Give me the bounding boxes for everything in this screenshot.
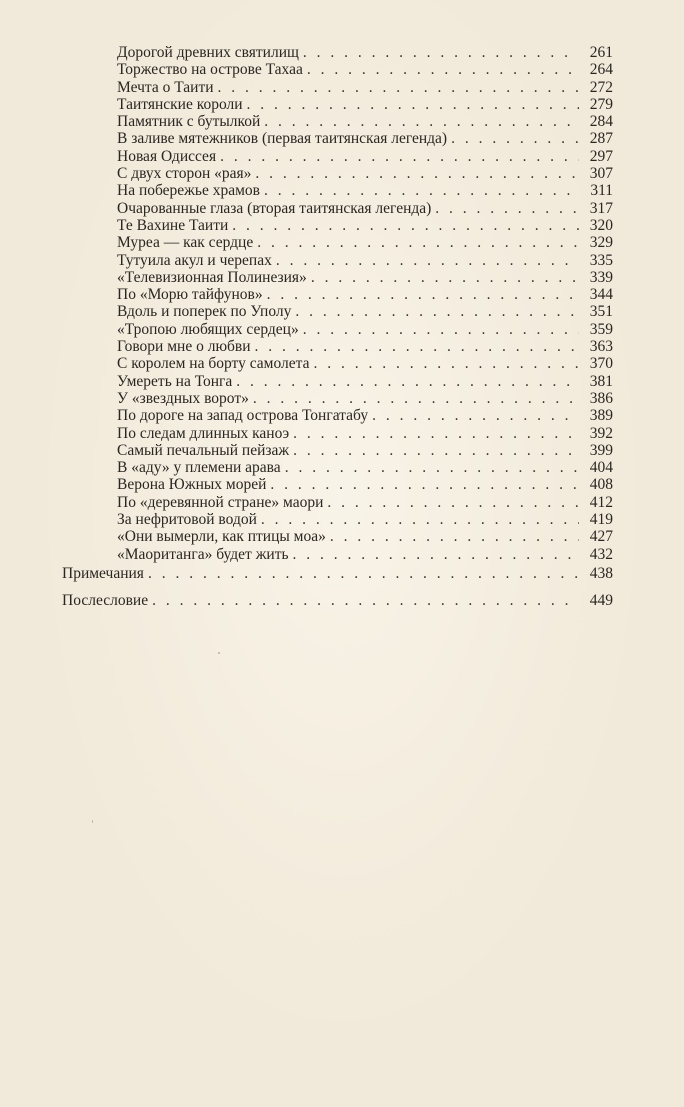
toc-entry-page: 363 bbox=[589, 338, 613, 356]
toc-entry-title: По «деревянной стране» маори bbox=[117, 493, 324, 511]
toc-leader-dots bbox=[303, 44, 579, 61]
toc-entry-page: 408 bbox=[589, 476, 613, 494]
toc-entry-page: 381 bbox=[589, 372, 613, 390]
toc-entry-title: «Они вымерли, как птицы моа» bbox=[117, 528, 326, 546]
toc-leader-dots bbox=[220, 148, 579, 165]
toc-leader-dots bbox=[218, 79, 579, 96]
toc-entry-title: Те Вахине Таити bbox=[117, 216, 229, 234]
toc-entry-title: У «звездных ворот» bbox=[117, 389, 249, 407]
toc-entry-page: 272 bbox=[589, 78, 613, 96]
toc-leader-dots bbox=[152, 592, 579, 609]
toc-entry bbox=[117, 269, 613, 286]
toc-entry bbox=[117, 528, 613, 545]
toc-entry-page: 279 bbox=[589, 95, 613, 113]
toc-entry bbox=[117, 182, 613, 199]
toc-entry-title: «Маоританга» будет жить bbox=[117, 545, 289, 563]
toc-entry-title: Вдоль и поперек по Уполу bbox=[117, 303, 292, 321]
toc-leader-dots bbox=[236, 373, 579, 390]
toc-entry bbox=[117, 546, 613, 563]
toc-entry bbox=[117, 303, 613, 320]
toc-leader-dots bbox=[307, 61, 579, 78]
toc-entry-title: Тутуила акул и черепах bbox=[117, 251, 272, 269]
toc-entry-title: За нефритовой водой bbox=[117, 511, 257, 529]
toc-entry bbox=[117, 79, 613, 96]
toc-entry-page: 307 bbox=[589, 165, 613, 183]
toc-entry-title: Дорогой древних святилищ bbox=[117, 44, 299, 61]
toc-leader-dots bbox=[435, 200, 579, 217]
toc-entry-page: 392 bbox=[589, 424, 613, 442]
toc-entry-afterword bbox=[62, 592, 613, 609]
toc-leader-dots bbox=[264, 182, 579, 199]
toc-leader-dots bbox=[293, 442, 579, 459]
toc-leader-dots bbox=[270, 476, 579, 493]
toc-leader-dots bbox=[330, 528, 579, 545]
toc-entry-page: 297 bbox=[589, 147, 613, 165]
toc-leader-dots bbox=[253, 390, 579, 407]
toc-entry bbox=[117, 321, 613, 338]
toc-entry bbox=[117, 373, 613, 390]
toc-entry-page: 386 bbox=[589, 389, 613, 407]
toc-entry-title: Говори мне о любви bbox=[117, 338, 251, 356]
toc-leader-dots bbox=[285, 459, 579, 476]
toc-leader-dots bbox=[232, 217, 579, 234]
toc-entry-title: Очарованные глаза (вторая таитянская легенда) bbox=[117, 199, 432, 217]
toc-entry-page: 264 bbox=[589, 61, 613, 79]
toc-entry bbox=[117, 511, 613, 528]
toc-leader-dots bbox=[264, 113, 579, 130]
toc-entry bbox=[117, 355, 613, 372]
toc-leader-dots bbox=[372, 407, 579, 424]
toc-entry bbox=[117, 425, 613, 442]
paper-speck bbox=[218, 652, 220, 654]
toc-entry-page: 359 bbox=[589, 320, 613, 338]
toc-entry-page: 399 bbox=[589, 441, 613, 459]
toc-entry bbox=[117, 217, 613, 234]
toc-entry-title: В заливе мятежников (первая таитянская легенда) bbox=[117, 130, 448, 148]
toc-leader-dots bbox=[295, 303, 579, 320]
toc-entry-title: Памятник с бутылкой bbox=[117, 113, 261, 131]
toc-entry bbox=[117, 459, 613, 476]
toc-entry-title: Муреа — как сердце bbox=[117, 234, 254, 252]
toc-entry-title: Послесловие bbox=[62, 592, 149, 609]
toc-entry-page: 317 bbox=[589, 199, 613, 217]
toc-entry-title: С двух сторон «рая» bbox=[117, 165, 252, 183]
toc-entry bbox=[117, 338, 613, 355]
table-of-contents bbox=[117, 44, 613, 563]
toc-entry-page: 287 bbox=[589, 130, 613, 148]
toc-leader-dots bbox=[451, 130, 579, 147]
toc-leader-dots bbox=[255, 165, 579, 182]
toc-entry bbox=[117, 407, 613, 424]
toc-entry bbox=[117, 494, 613, 511]
toc-leader-dots bbox=[267, 286, 579, 303]
toc-entry-title: В «аду» у племени арава bbox=[117, 459, 281, 477]
toc-entry bbox=[117, 61, 613, 78]
toc-entry-page: 320 bbox=[589, 216, 613, 234]
toc-entry-page: 404 bbox=[589, 459, 613, 477]
toc-entry-title: Самый печальный пейзаж bbox=[117, 441, 290, 459]
toc-entry-notes bbox=[62, 565, 613, 582]
toc-entry-title: Примечания bbox=[62, 565, 144, 582]
toc-entry-page: 335 bbox=[589, 251, 613, 269]
toc-entry-page: 419 bbox=[589, 511, 613, 529]
toc-entry-title: Верона Южных морей bbox=[117, 476, 267, 494]
toc-entry bbox=[117, 96, 613, 113]
toc-leader-dots bbox=[261, 511, 579, 528]
toc-entry-page: 370 bbox=[589, 355, 613, 373]
toc-entry bbox=[117, 442, 613, 459]
toc-entry bbox=[117, 234, 613, 251]
toc-entry bbox=[117, 148, 613, 165]
toc-entry bbox=[117, 286, 613, 303]
toc-entry-title: По дороге на запад острова Тонгатабу bbox=[117, 407, 369, 425]
toc-entry-page: 329 bbox=[589, 234, 613, 252]
toc-entry-title: По следам длинных каноэ bbox=[117, 424, 290, 442]
toc-entry-page: 344 bbox=[589, 286, 613, 304]
toc-entry-page: 432 bbox=[589, 545, 613, 563]
toc-entry bbox=[117, 200, 613, 217]
toc-entry-page: 438 bbox=[589, 565, 613, 582]
toc-leader-dots bbox=[311, 269, 579, 286]
toc-entry-page: 351 bbox=[589, 303, 613, 321]
toc-entry-page: 284 bbox=[589, 113, 613, 131]
toc-entry-title: Умереть на Тонга bbox=[117, 372, 233, 390]
toc-entry bbox=[117, 165, 613, 182]
toc-entry-page: 449 bbox=[589, 592, 613, 609]
toc-entry-title: Мечта о Таити bbox=[117, 78, 214, 96]
toc-entry-page: 427 bbox=[589, 528, 613, 546]
toc-entry-page: 261 bbox=[589, 44, 613, 61]
toc-entry-page: 339 bbox=[589, 268, 613, 286]
toc-entry-title: С королем на борту самолета bbox=[117, 355, 310, 373]
toc-leader-dots bbox=[257, 234, 579, 251]
toc-entry-page: 389 bbox=[589, 407, 613, 425]
toc-entry-title: «Тропою любящих сердец» bbox=[117, 320, 299, 338]
toc-leader-dots bbox=[148, 565, 579, 582]
toc-entry-title: По «Морю тайфунов» bbox=[117, 286, 263, 304]
toc-entry bbox=[117, 476, 613, 493]
toc-leader-dots bbox=[255, 338, 579, 355]
toc-leader-dots bbox=[293, 546, 579, 563]
toc-entry bbox=[117, 44, 613, 61]
toc-leader-dots bbox=[293, 425, 579, 442]
toc-entry bbox=[117, 252, 613, 269]
toc-entry bbox=[117, 390, 613, 407]
toc-entry-page: 311 bbox=[590, 182, 613, 200]
toc-leader-dots bbox=[327, 494, 579, 511]
toc-entry bbox=[117, 130, 613, 147]
toc-entry-title: Новая Одиссея bbox=[117, 147, 217, 165]
toc-entry-title: «Телевизионная Полинезия» bbox=[117, 268, 307, 286]
toc-leader-dots bbox=[303, 321, 579, 338]
toc-leader-dots bbox=[314, 355, 580, 372]
toc-entry-title: Таитянские короли bbox=[117, 95, 243, 113]
toc-leader-dots bbox=[247, 96, 579, 113]
paper-speck bbox=[92, 820, 93, 823]
toc-leader-dots bbox=[276, 252, 579, 269]
toc-entry-title: Торжество на острове Тахаа bbox=[117, 61, 303, 79]
toc-entry-page: 412 bbox=[589, 493, 613, 511]
toc-entry-title: На побережье храмов bbox=[117, 182, 260, 200]
toc-entry bbox=[117, 113, 613, 130]
